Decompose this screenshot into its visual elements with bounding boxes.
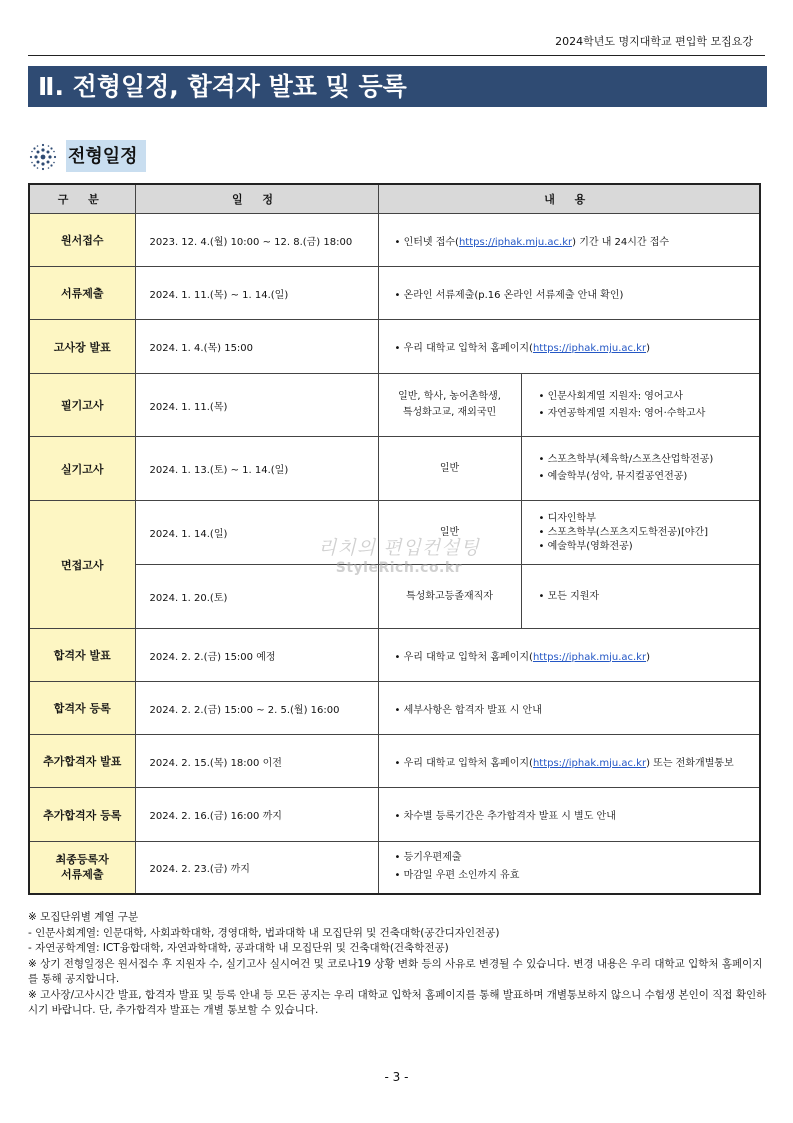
table-row — [29, 682, 760, 735]
row-label: 합격자 발표 — [29, 629, 135, 682]
footnote: ※ 상기 전형일정은 원서접수 후 지원자 수, 실기고사 실시여건 및 코로나19 상황 변화 등의 사유로 변경될 수 있습니다. 변경 내용은 우리 대학교 입학처 홈페이지를 통해 공지합니다. — [28, 957, 763, 985]
subsection-title: 전형일정 — [66, 140, 146, 172]
footnotes — [28, 910, 768, 1019]
row-content: • 우리 대학교 입학처 홈페이지(https://iphak.mju.ac.kr) — [378, 320, 760, 374]
admissions-link[interactable]: https://iphak.mju.ac.kr — [532, 343, 647, 354]
table-row — [29, 735, 760, 788]
table-row — [29, 501, 760, 565]
table-row — [29, 214, 760, 267]
row-content: • 우리 대학교 입학처 홈페이지(https://iphak.mju.ac.kr) — [378, 629, 760, 682]
row-group: 특성화고등졸재직자 — [378, 565, 521, 629]
table-row — [29, 629, 760, 682]
row-date: 2024. 2. 2.(금) 15:00 ~ 2. 5.(월) 16:00 — [135, 682, 378, 735]
row-date: 2024. 1. 13.(토) ~ 1. 14.(일) — [135, 437, 378, 501]
row-date: 2024. 2. 23.(금) 까지 — [135, 842, 378, 894]
table-row — [29, 320, 760, 374]
row-content: • 차수별 등록기간은 추가합격자 발표 시 별도 안내 — [378, 788, 760, 842]
row-date: 2024. 2. 15.(목) 18:00 이전 — [135, 735, 378, 788]
decorative-bullet-icon — [28, 142, 58, 176]
row-detail: • 디자인학부 • 스포츠학부(스포츠지도학전공)[야간] • 예술학부(영화전공) — [521, 501, 760, 565]
footnote: ※ 모집단위별 계열 구분 — [28, 911, 139, 923]
row-label: 실기고사 — [29, 437, 135, 501]
admissions-link[interactable]: https://iphak.mju.ac.kr — [458, 236, 573, 248]
table-row — [29, 565, 760, 629]
row-label: 추가합격자 등록 — [29, 788, 135, 842]
row-label: 원서접수 — [29, 214, 135, 267]
footnote: - 인문사회계열: 인문대학, 사회과학대학, 경영대학, 법과대학 내 모집단위 및 건축대학(공간디자인전공) — [28, 926, 500, 939]
table-row — [29, 374, 760, 437]
row-label: 필기고사 — [29, 374, 135, 437]
row-group: 일반 — [378, 437, 521, 501]
table-row — [29, 267, 760, 320]
schedule-table — [28, 183, 761, 895]
row-date: 2024. 1. 11.(목) — [135, 374, 378, 437]
table-header-row — [29, 184, 760, 214]
row-date: 2024. 1. 11.(목) ~ 1. 14.(일) — [135, 267, 378, 320]
row-content: • 온라인 서류제출(p.16 온라인 서류제출 안내 확인) — [378, 267, 760, 320]
row-label: 고사장 발표 — [29, 320, 135, 374]
running-header: 2024학년도 명지대학교 편입학 모집요강 — [555, 35, 753, 48]
header-content: 내 용 — [378, 184, 760, 214]
row-content: • 인터넷 접수(https://iphak.mju.ac.kr) 기간 내 24시간 접수 — [378, 214, 760, 267]
table-row — [29, 842, 760, 894]
row-detail: • 모든 지원자 — [521, 565, 760, 629]
row-content: • 세부사항은 합격자 발표 시 안내 — [378, 682, 760, 735]
footnote: - 자연공학계열: ICT융합대학, 자연과학대학, 공과대학 내 모집단위 및 건축대학(건축학전공) — [28, 942, 449, 954]
row-group: 일반, 학사, 농어촌학생, 특성화고교, 재외국민 — [378, 374, 521, 437]
row-label: 합격자 등록 — [29, 682, 135, 735]
row-label: 추가합격자 발표 — [29, 735, 135, 788]
header-category: 구 분 — [29, 184, 135, 214]
row-label: 서류제출 — [29, 267, 135, 320]
admissions-link[interactable]: https://iphak.mju.ac.kr — [532, 651, 647, 663]
section-title: Ⅱ. 전형일정, 합격자 발표 및 등록 — [28, 66, 767, 107]
row-date: 2024. 1. 4.(목) 15:00 — [135, 320, 378, 374]
row-label: 면접고사 — [29, 501, 135, 629]
admissions-link[interactable]: https://iphak.mju.ac.kr — [532, 757, 647, 769]
header-schedule: 일 정 — [135, 184, 378, 214]
header-rule — [28, 55, 765, 56]
row-content: • 우리 대학교 입학처 홈페이지(https://iphak.mju.ac.kr) 또는 전화개별통보 — [378, 735, 760, 788]
footnote: ※ 고사장/고사시간 발표, 합격자 발표 및 등록 안내 등 모든 공지는 우리 대학교 입학처 홈페이지를 통해 발표하며 개별통보하지 않으니 수험생 본인이 직접 확인하시기 바랍니다. 단, 추가합격자 발표는 개별 통보할 수 있습니다. — [28, 988, 767, 1016]
row-detail: • 스포츠학부(체육학/스포츠산업학전공) • 예술학부(성악, 뮤지컬공연전공) — [521, 437, 760, 501]
row-detail: • 인문사회계열 지원자: 영어고사 • 자연공학계열 지원자: 영어·수학고사 — [521, 374, 760, 437]
row-date: 2024. 1. 14.(일) — [135, 501, 378, 565]
watermark: 리치의 편입컨설팅 StyleRich.co.kr — [318, 537, 480, 576]
row-label: 최종등록자 서류제출 — [29, 842, 135, 894]
table-row — [29, 437, 760, 501]
row-date: 2023. 12. 4.(월) 10:00 ~ 12. 8.(금) 18:00 — [135, 214, 378, 267]
row-content: • 등기우편제출 • 마감일 우편 소인까지 유효 — [378, 842, 760, 894]
row-date: 2024. 2. 16.(금) 16:00 까지 — [135, 788, 378, 842]
row-group: 일반 — [378, 501, 521, 565]
page-number: - 3 - — [384, 1070, 409, 1084]
row-date: 2024. 2. 2.(금) 15:00 예정 — [135, 629, 378, 682]
table-row — [29, 788, 760, 842]
row-date: 2024. 1. 20.(토) — [135, 565, 378, 629]
